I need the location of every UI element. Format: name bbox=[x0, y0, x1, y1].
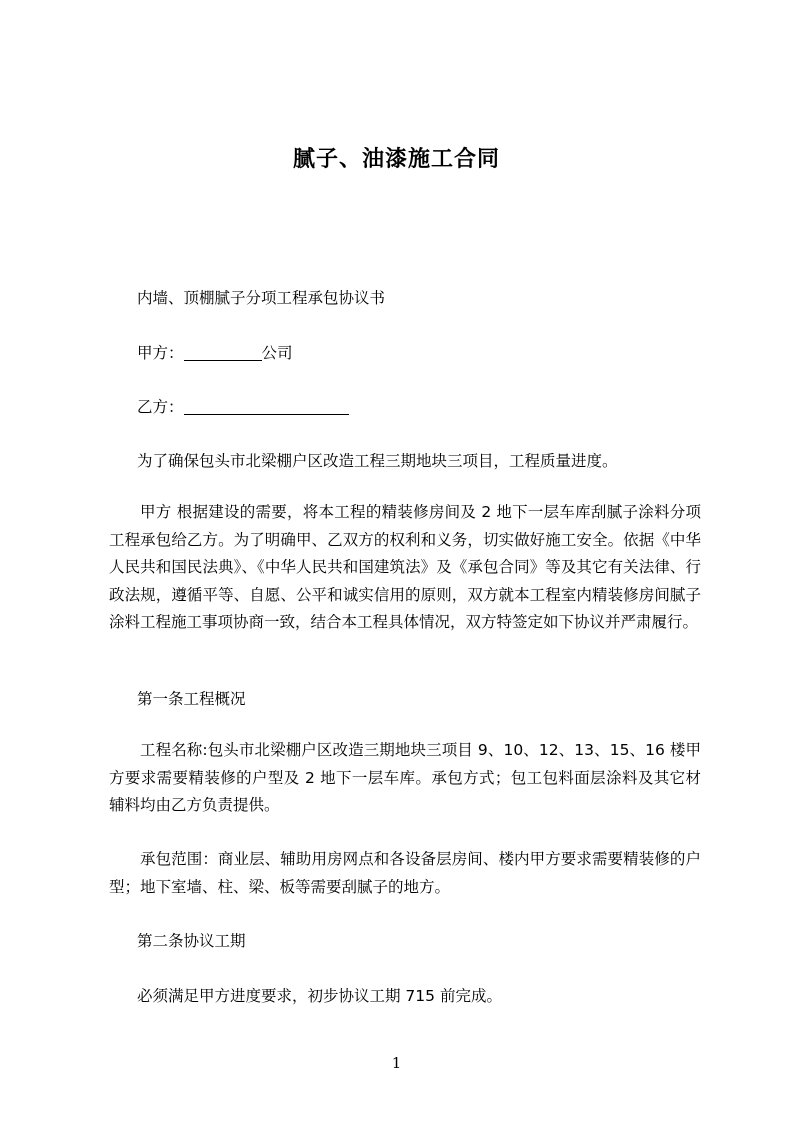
party-b-blank bbox=[184, 398, 349, 415]
purpose-paragraph: 为了确保包头市北梁棚户区改造工程三期地块三项目，工程质量进度。 bbox=[137, 452, 618, 470]
article1-heading: 第一条工程概况 bbox=[137, 690, 246, 708]
article2-heading: 第二条协议工期 bbox=[137, 932, 246, 950]
party-a-blank bbox=[184, 344, 262, 361]
page-number: 1 bbox=[391, 1054, 402, 1072]
party-b-label: 乙方： bbox=[137, 398, 184, 416]
party-a-suffix: 公司 bbox=[261, 344, 293, 362]
party-a-line bbox=[109, 340, 701, 368]
party-a-label: 甲方： bbox=[137, 344, 184, 362]
schedule-paragraph: 必须满足甲方进度要求，初步协议工期 715 前完成。 bbox=[137, 987, 502, 1005]
party-b-line bbox=[109, 394, 701, 422]
preamble-paragraph: 甲方 根据建设的需要，将本工程的精装修房间及 2 地下一层车库刮腻子涂料分项工程承包给乙方。为了明确甲、乙双方的权利和义务，切实做好施工安全。依据《中华人民共和国民法典》、《中华人民共和国建筑法》及《承包合同》等及其它有关法律、行政法规，遵循平等、自愿、公平和诚实信用的原则，双方就本工程室内精装修房间腻子涂料工程施工事项协商一致，结合本工程具体情况，双方特签定如下协议并严肃履行。 bbox=[109, 503, 701, 631]
document-subtitle: 内墙、顶棚腻子分项工程承包协议书 bbox=[137, 289, 386, 307]
scope-paragraph: 承包范围：商业层、辅助用房网点和各设备层房间、楼内甲方要求需要精装修的户型；地下室墙、柱、梁、板等需要刮腻子的地方。 bbox=[109, 850, 701, 896]
document-title: 腻子、油漆施工合同 bbox=[292, 147, 500, 172]
project-name-paragraph: 工程名称:包头市北梁棚户区改造三期地块三项目 9、10、12、13、15、16 楼甲方要求需要精装修的户型及 2 地下一层车库。承包方式；包工包料面层涂料及其它材辅料均由乙方负责提供。 bbox=[109, 741, 701, 814]
